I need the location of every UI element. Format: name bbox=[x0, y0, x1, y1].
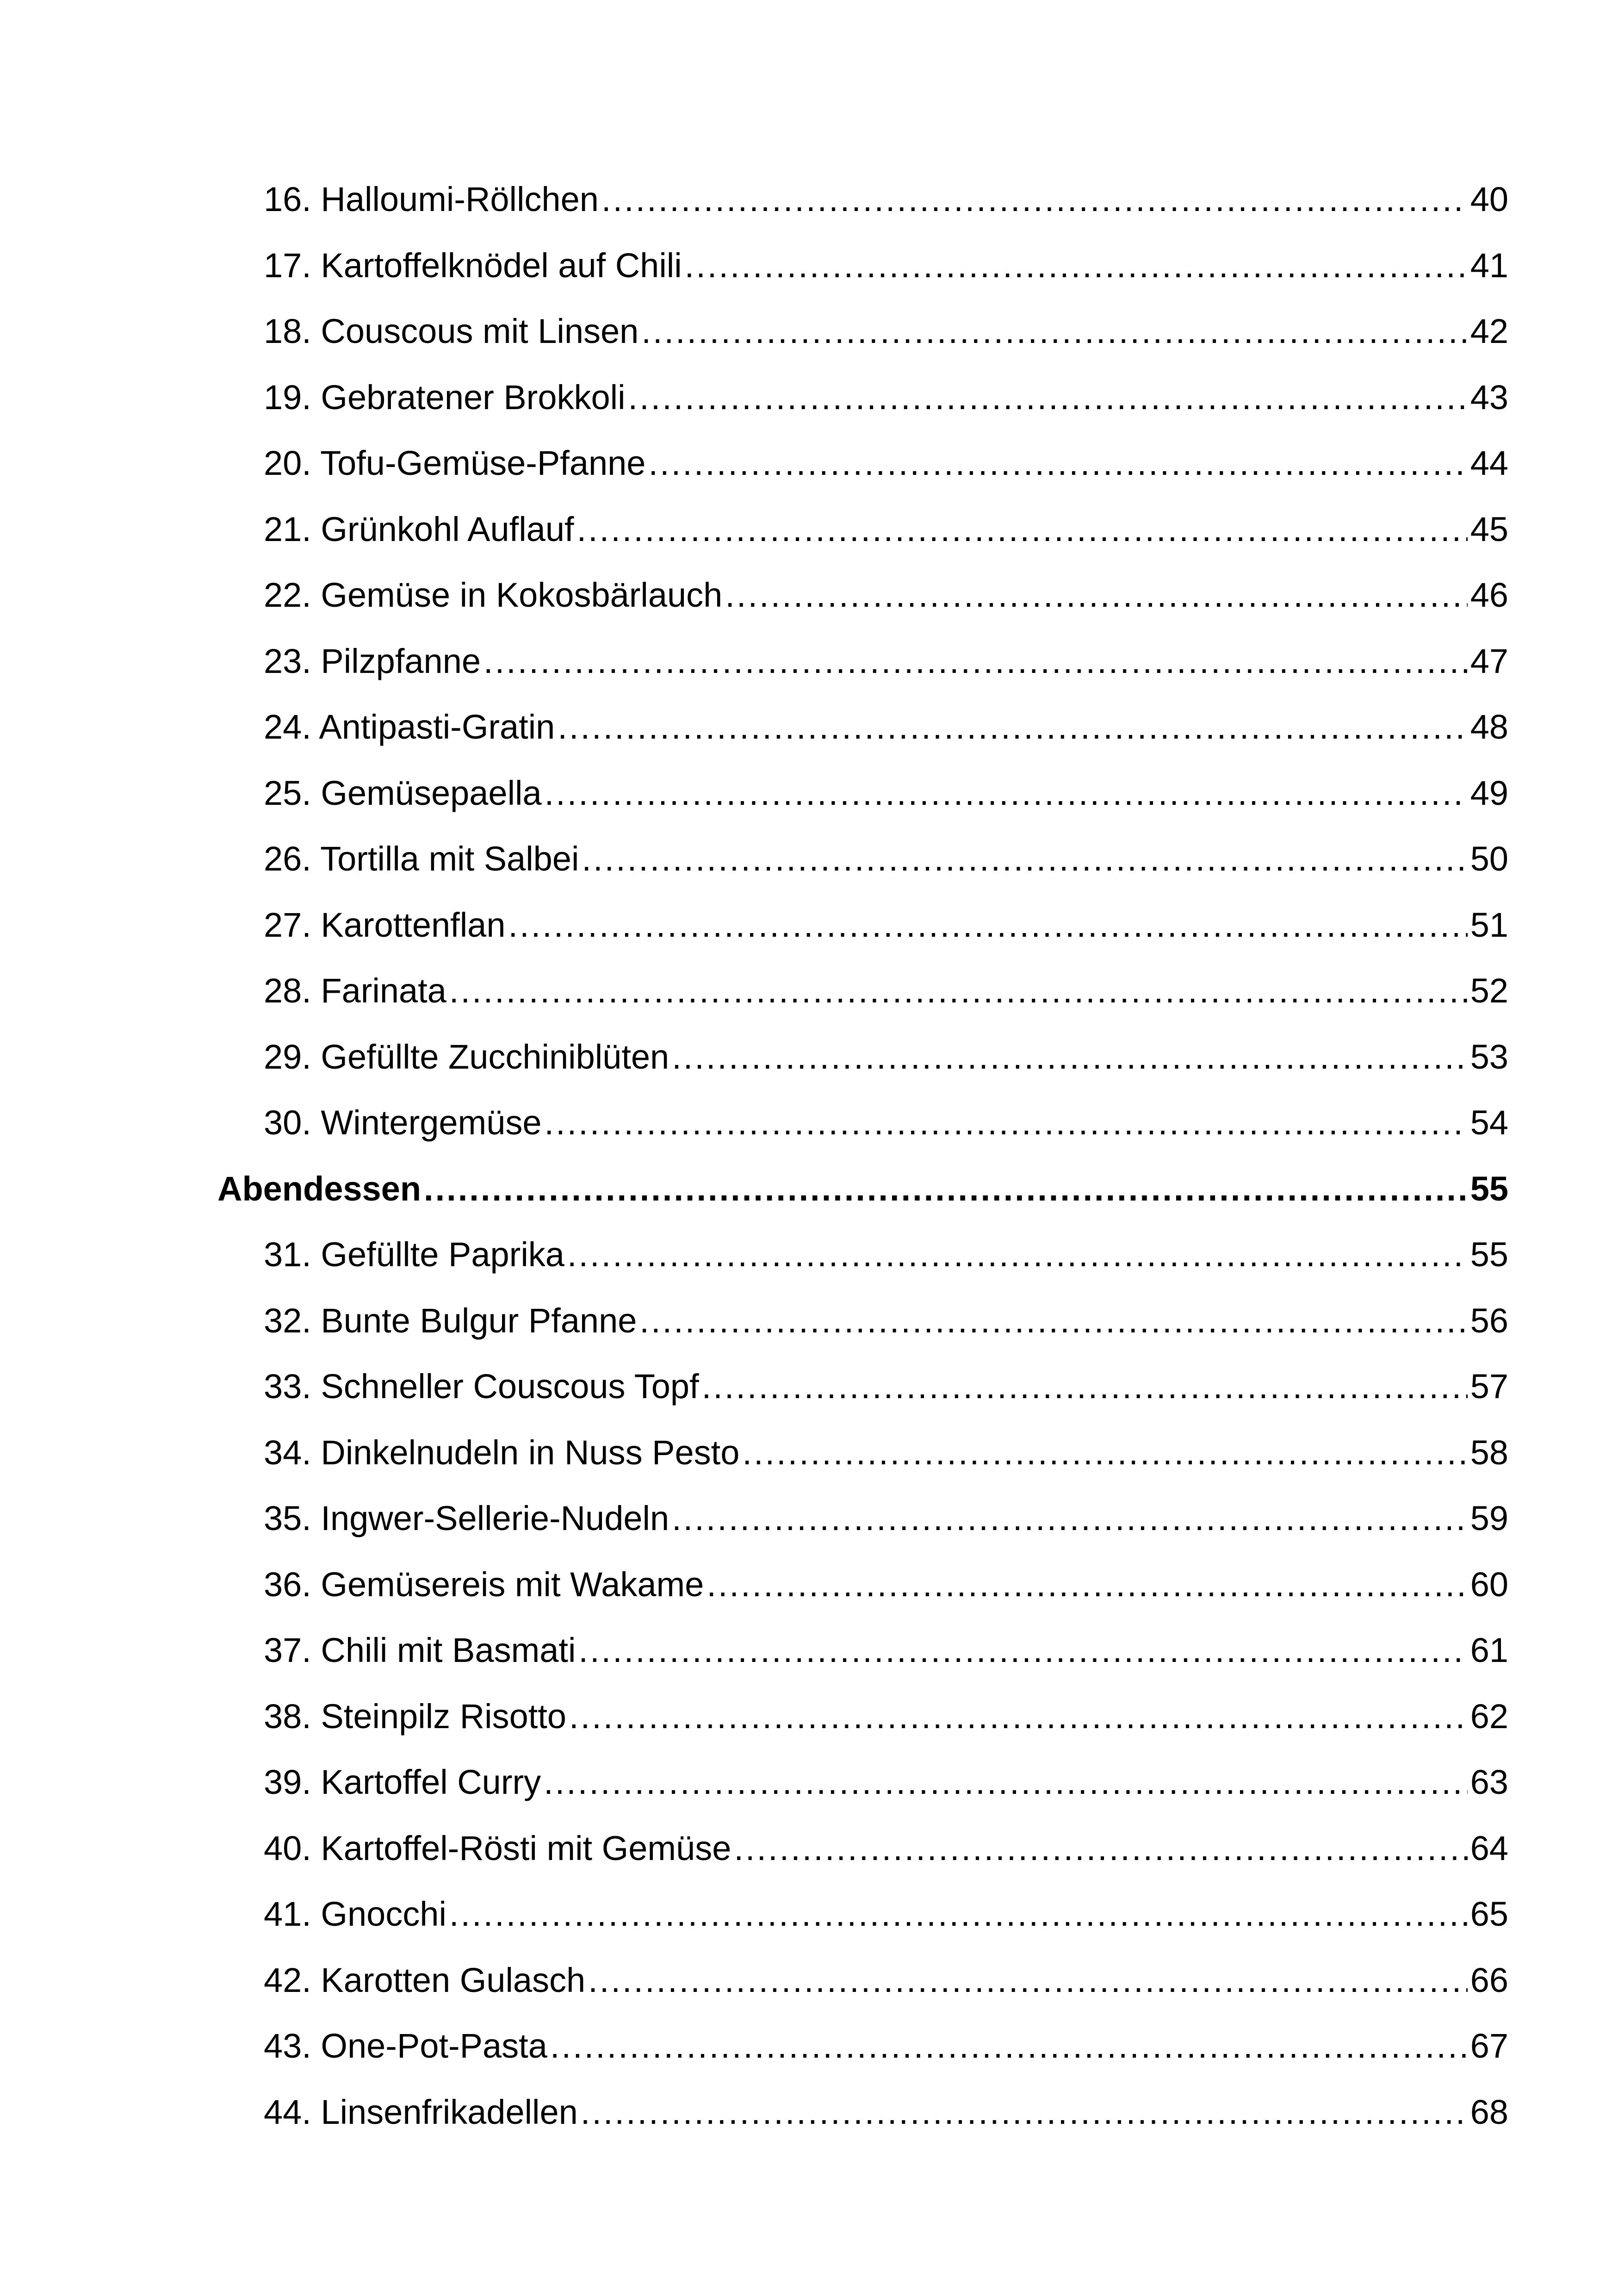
toc-entry[interactable] bbox=[217, 1552, 1508, 1618]
toc-page-number: 53 bbox=[1470, 1037, 1508, 1076]
dot-leader bbox=[550, 2013, 1468, 2079]
toc-entry[interactable] bbox=[217, 892, 1508, 958]
dot-leader bbox=[577, 497, 1468, 563]
toc-page-number: 60 bbox=[1470, 1565, 1508, 1604]
toc-page-number: 52 bbox=[1470, 971, 1508, 1010]
toc-title: 21. Grünkohl Auflauf bbox=[264, 510, 574, 548]
toc-entry[interactable] bbox=[217, 1749, 1508, 1816]
toc-title: 34. Dinkelnudeln in Nuss Pesto bbox=[264, 1433, 740, 1472]
toc-page-number: 49 bbox=[1470, 773, 1508, 812]
dot-leader bbox=[707, 1552, 1467, 1618]
toc-page-number: 42 bbox=[1470, 312, 1508, 350]
dot-leader bbox=[569, 1684, 1468, 1750]
toc-title: 33. Schneller Couscous Topf bbox=[264, 1367, 699, 1406]
toc-entry[interactable] bbox=[217, 1090, 1508, 1156]
dot-leader bbox=[725, 562, 1467, 628]
toc-page-number: 63 bbox=[1470, 1763, 1508, 1801]
toc-page-number: 47 bbox=[1470, 641, 1508, 680]
toc-title: 19. Gebratener Brokkoli bbox=[264, 378, 626, 417]
toc-title: 27. Karottenflan bbox=[264, 905, 506, 944]
toc-title: 32. Bunte Bulgur Pfanne bbox=[264, 1301, 637, 1340]
toc-entry[interactable] bbox=[217, 1354, 1508, 1420]
dot-leader bbox=[648, 430, 1467, 497]
toc-title: 28. Farinata bbox=[264, 971, 446, 1010]
toc-entry[interactable] bbox=[217, 365, 1508, 431]
dot-leader bbox=[582, 826, 1467, 892]
toc-entry[interactable] bbox=[217, 1288, 1508, 1354]
toc-page-number: 59 bbox=[1470, 1499, 1508, 1537]
toc-entry[interactable] bbox=[217, 1684, 1508, 1750]
toc-title: 39. Kartoffel Curry bbox=[264, 1763, 541, 1801]
toc-title: 31. Gefüllte Paprika bbox=[264, 1235, 564, 1274]
toc-title: 35. Ingwer-Sellerie-Nudeln bbox=[264, 1499, 670, 1537]
toc-section-heading[interactable] bbox=[217, 1156, 1508, 1222]
toc-title: 29. Gefüllte Zucchiniblüten bbox=[264, 1037, 670, 1076]
dot-leader bbox=[484, 628, 1468, 695]
dot-leader bbox=[685, 233, 1468, 299]
toc-title: 22. Gemüse in Kokosbärlauch bbox=[264, 576, 723, 614]
toc-entry[interactable] bbox=[217, 497, 1508, 563]
dot-leader bbox=[544, 1749, 1468, 1816]
dot-leader bbox=[449, 958, 1468, 1024]
dot-leader bbox=[628, 365, 1468, 431]
toc-entry[interactable] bbox=[217, 2013, 1508, 2079]
toc-title: 25. Gemüsepaella bbox=[264, 773, 542, 812]
toc-title: 26. Tortilla mit Salbei bbox=[264, 840, 579, 878]
dot-leader bbox=[734, 1816, 1467, 1882]
toc-entry[interactable] bbox=[217, 2079, 1508, 2146]
toc-title: 17. Kartoffelknödel auf Chili bbox=[264, 246, 682, 285]
toc-entry[interactable] bbox=[217, 562, 1508, 628]
dot-leader bbox=[567, 1222, 1468, 1288]
toc-page-number: 68 bbox=[1470, 2092, 1508, 2131]
toc-page-number: 50 bbox=[1470, 840, 1508, 878]
toc-entry[interactable] bbox=[217, 760, 1508, 827]
toc-title: 40. Kartoffel-Rösti mit Gemüse bbox=[264, 1829, 732, 1867]
toc-page-number: 58 bbox=[1470, 1433, 1508, 1472]
toc-title: 24. Antipasti-Gratin bbox=[264, 708, 555, 746]
toc-entry[interactable] bbox=[217, 826, 1508, 892]
toc-page-number: 46 bbox=[1470, 576, 1508, 614]
toc-title: 16. Halloumi-Röllchen bbox=[264, 180, 599, 218]
dot-leader bbox=[424, 1156, 1468, 1222]
toc-entry[interactable] bbox=[217, 1024, 1508, 1090]
toc-title: 41. Gnocchi bbox=[264, 1895, 446, 1933]
toc-entry[interactable] bbox=[217, 1420, 1508, 1486]
toc-entry[interactable] bbox=[217, 1486, 1508, 1552]
toc-page-number: 64 bbox=[1470, 1829, 1508, 1867]
toc-entry[interactable] bbox=[217, 1816, 1508, 1882]
toc-title: 37. Chili mit Basmati bbox=[264, 1631, 576, 1669]
dot-leader bbox=[578, 1618, 1467, 1684]
toc-page-number: 45 bbox=[1470, 510, 1508, 548]
dot-leader bbox=[545, 1090, 1468, 1156]
dot-leader bbox=[558, 694, 1467, 760]
toc-page-number: 48 bbox=[1470, 708, 1508, 746]
toc-entry[interactable] bbox=[217, 299, 1508, 365]
toc-entry[interactable] bbox=[217, 694, 1508, 760]
toc-page-number: 54 bbox=[1470, 1103, 1508, 1142]
toc-entry[interactable] bbox=[217, 167, 1508, 233]
toc-page-number: 56 bbox=[1470, 1301, 1508, 1340]
dot-leader bbox=[672, 1024, 1468, 1090]
toc-page-number: 40 bbox=[1470, 180, 1508, 218]
dot-leader bbox=[672, 1486, 1468, 1552]
toc-entry[interactable] bbox=[217, 233, 1508, 299]
toc-page-number: 67 bbox=[1470, 2027, 1508, 2065]
dot-leader bbox=[508, 892, 1467, 958]
toc-title: 42. Karotten Gulasch bbox=[264, 1960, 586, 1999]
toc-entry[interactable] bbox=[217, 1881, 1508, 1948]
toc-title: 43. One-Pot-Pasta bbox=[264, 2027, 547, 2065]
toc-page-number: 62 bbox=[1470, 1697, 1508, 1736]
toc-entry[interactable] bbox=[217, 628, 1508, 695]
toc-title: 44. Linsenfrikadellen bbox=[264, 2092, 578, 2131]
toc-page-number: 41 bbox=[1470, 246, 1508, 285]
toc-page-number: 43 bbox=[1470, 378, 1508, 417]
toc-entry[interactable] bbox=[217, 1618, 1508, 1684]
toc-entry[interactable] bbox=[217, 430, 1508, 497]
toc-entry[interactable] bbox=[217, 958, 1508, 1024]
toc-page-number: 65 bbox=[1470, 1895, 1508, 1933]
table-of-contents bbox=[217, 167, 1508, 2145]
toc-page-number: 66 bbox=[1470, 1960, 1508, 1999]
dot-leader bbox=[702, 1354, 1468, 1420]
toc-entry[interactable] bbox=[217, 1948, 1508, 2014]
toc-title: Abendessen bbox=[217, 1169, 422, 1208]
toc-page-number: 61 bbox=[1470, 1631, 1508, 1669]
toc-title: 30. Wintergemüse bbox=[264, 1103, 542, 1142]
dot-leader bbox=[641, 299, 1467, 365]
toc-page-number: 51 bbox=[1470, 905, 1508, 944]
dot-leader bbox=[639, 1288, 1467, 1354]
dot-leader bbox=[588, 1948, 1467, 2014]
dot-leader bbox=[601, 167, 1468, 233]
dot-leader bbox=[449, 1881, 1468, 1948]
dot-leader bbox=[581, 2079, 1468, 2146]
toc-title: 36. Gemüsereis mit Wakame bbox=[264, 1565, 704, 1604]
toc-page-number: 55 bbox=[1470, 1235, 1508, 1274]
dot-leader bbox=[545, 760, 1468, 827]
toc-page-number: 44 bbox=[1470, 444, 1508, 482]
toc-title: 20. Tofu-Gemüse-Pfanne bbox=[264, 444, 646, 482]
toc-title: 23. Pilzpfanne bbox=[264, 641, 481, 680]
toc-title: 38. Steinpilz Risotto bbox=[264, 1697, 567, 1736]
dot-leader bbox=[742, 1420, 1467, 1486]
toc-title: 18. Couscous mit Linsen bbox=[264, 312, 639, 350]
toc-entry[interactable] bbox=[217, 1222, 1508, 1288]
toc-page-number: 57 bbox=[1470, 1367, 1508, 1406]
toc-page-number: 55 bbox=[1470, 1169, 1508, 1208]
